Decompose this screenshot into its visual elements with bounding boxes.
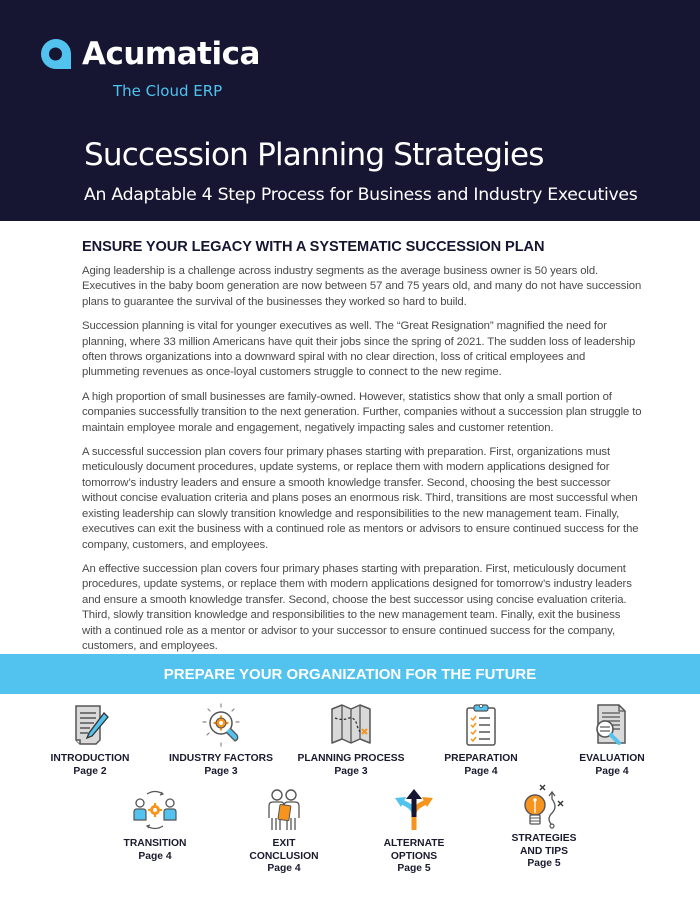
document-pencil-icon	[68, 703, 112, 747]
split-arrows-icon	[392, 788, 436, 832]
toc-item-exit-conclusion[interactable]	[219, 788, 349, 876]
header	[0, 0, 700, 221]
toc-item-evaluation[interactable]	[547, 703, 677, 778]
lightbulb-gear-icon	[199, 703, 243, 747]
main-content	[82, 239, 642, 663]
people-handoff-icon	[262, 788, 306, 832]
bulb-strategy-icon	[522, 783, 566, 832]
people-exchange-icon	[133, 788, 177, 832]
toc-item-planning-process[interactable]	[286, 703, 416, 778]
toc-label: EXIT	[272, 838, 296, 849]
toc-page: Page 5	[397, 863, 431, 874]
toc-label-2: AND TIPS	[519, 845, 569, 857]
toc-label: PLANNING PROCESS	[297, 753, 405, 764]
toc-label: STRATEGIES	[511, 833, 577, 844]
toc-label: ALTERNATE	[383, 838, 445, 849]
paragraph: Aging leadership is a challenge across industry segments as the average business owner is 50 years old. Executives in the baby boom generation are now between 57 and 75 years old, and many do not have succession plans to guarantee the survival of the businesses they worked so hard to build.	[82, 265, 642, 308]
toc-label-2: OPTIONS	[390, 850, 438, 862]
toc-page: Page 3	[204, 765, 238, 777]
toc-item-preparation[interactable]	[416, 703, 546, 778]
toc-label-2: CONCLUSION	[249, 850, 319, 862]
toc-page: Page 5	[527, 858, 561, 869]
page-title: Succession Planning Strategies	[84, 137, 544, 173]
paragraph: A successful succession plan covers four primary phases starting with preparation. First, organizations must meticulously document procedures, update systems, or replace them with modern applications designed for tomorrow’s industry leaders and ensure a smooth knowledge transfer. Second, choosing the best successor without concise evaluation criteria and plans poses an enormous risk. Third, transitions are most successful when existing leadership can slowly transition knowledge and responsibilities to the new management team. Finally, executives can exit the business with a continued role as mentors or advisors to ensure continued success for the company, customers, and employees.	[82, 446, 639, 551]
clipboard-checklist-icon	[459, 703, 503, 747]
toc-label: TRANSITION	[123, 838, 187, 849]
map-route-icon	[329, 703, 373, 747]
toc-label: INTRODUCTION	[50, 753, 130, 764]
brand-name: Acumatica	[82, 36, 260, 72]
toc-item-industry-factors[interactable]	[156, 703, 286, 778]
paragraph: A high proportion of small businesses are family-owned. However, statistics show that only a small portion of companies successfully transition to the next generation. Further, companies without a succession plan struggle to maintain employee morale and engagement, negatively impacting sales and customer retention.	[82, 390, 642, 434]
toc-page: Page 3	[334, 765, 368, 777]
toc-page: Page 4	[138, 850, 172, 862]
section-heading: ENSURE YOUR LEGACY WITH A SYSTEMATIC SUCCESSION PLAN	[82, 239, 545, 255]
toc-label: PREPARATION	[444, 753, 518, 764]
toc-item-strategies-and-tips[interactable]	[479, 783, 609, 871]
section-banner	[0, 654, 700, 694]
document-magnifier-icon	[590, 703, 634, 747]
toc-label: INDUSTRY FACTORS	[169, 753, 273, 764]
banner-text: PREPARE YOUR ORGANIZATION FOR THE FUTURE	[163, 665, 537, 683]
toc-item-transition[interactable]	[90, 788, 220, 863]
paragraph: An effective succession plan covers four primary phases starting with preparation. First, meticulously document procedures, update systems, or replace them with modern applications designed for tomorrow’s industry leaders and ensure a smooth knowledge transfer. Second, choose the best successor using concise evaluation criteria. Third, slowly transition knowledge and responsibilities to the new management team. Finally, exit the business with a continued role as a mentor or advisor to your successor to ensure continued success for the company, customers, and employees.	[82, 562, 632, 652]
toc-page: Page 4	[267, 863, 301, 874]
toc-item-alternate-options[interactable]	[349, 788, 479, 876]
brand-tagline: The Cloud ERP	[113, 82, 223, 100]
brand-logo[interactable]	[40, 38, 260, 70]
acumatica-logo-icon	[40, 38, 72, 70]
toc-page: Page 4	[595, 765, 629, 777]
toc-page: Page 2	[73, 765, 107, 777]
toc-item-introduction[interactable]	[25, 703, 155, 778]
toc-label: EVALUATION	[579, 753, 645, 764]
toc-page: Page 4	[464, 765, 498, 777]
paragraph: Succession planning is vital for younger executives as well. The “Great Resignation” magnified the need for planning, where 33 million Americans have quit their jobs since the spring of 2021. The sudden loss of leadership often throws organizations into a downward spiral with no clear direction, loss of critical employees and plummeting revenues as once-loyal customers struggle to connect to the new regime.	[82, 320, 636, 379]
page-subtitle: An Adaptable 4 Step Process for Business and Industry Executives	[84, 185, 638, 205]
